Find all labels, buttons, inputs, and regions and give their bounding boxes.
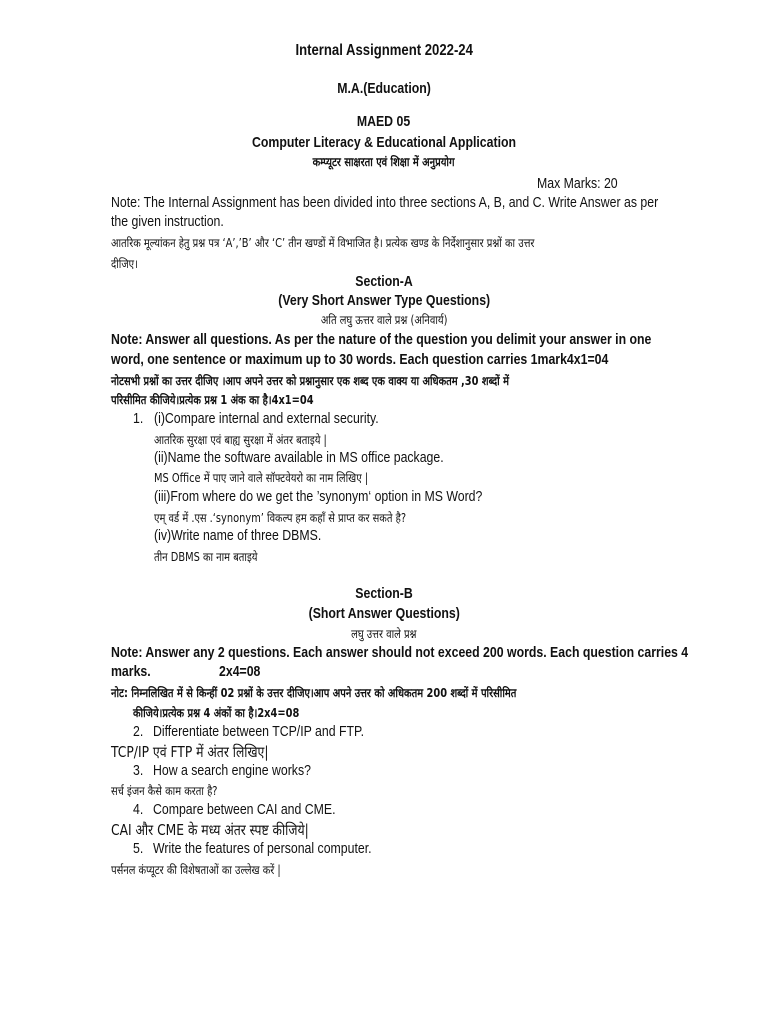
page-title: Internal Assignment 2022-24: [295, 42, 473, 59]
section-b-title: Section-B: [355, 585, 413, 602]
section-b-note-line-1: Note: Answer any 2 questions. Each answer should not exceed 200 words. Each question carries 4: [111, 644, 689, 661]
section-b-subtitle: (Short Answer Questions): [308, 605, 460, 622]
note-hindi-line-2: दीजिए।: [111, 257, 138, 271]
question-1-i-hindi: आतरिक सुरक्षा एवं बाह्य सुरक्षा में अंतर बताइये |: [154, 433, 327, 447]
max-marks: Max Marks: 20: [537, 175, 618, 192]
section-b-note-hindi-line-1: नोट: निम्नलिखित में से किन्हीं 02 प्रश्नों के उत्तर दीजिए।आप अपने उत्तर को अधिकतम 200 शब्दों में परिसीमित: [111, 686, 517, 700]
question-1-number: 1.: [133, 410, 144, 427]
section-a-note-hindi-line-2: परिसीमित कीजिये।प्रत्येक प्रश्न 1 अंक का है।4x1=04: [111, 393, 314, 407]
question-1-iv-hindi: तीन DBMS का नाम बताइये: [154, 550, 258, 564]
question-1-ii: (ii)Name the software available in MS office package.: [154, 449, 444, 466]
course-code: MAED 05: [357, 113, 411, 130]
question-4-hindi: CAI और CME के मध्य अंतर स्पष्ट कीजिये|: [111, 821, 309, 839]
program-name: M.A.(Education): [337, 80, 431, 97]
question-5-number: 5.: [133, 840, 144, 857]
question-3-number: 3.: [133, 762, 144, 779]
question-4-number: 4.: [133, 801, 144, 818]
section-a-note-line-1: Note: Answer all questions. As per the nature of the question you delimit your answer in one: [111, 331, 652, 348]
note-line-2: the given instruction.: [111, 213, 224, 230]
question-1-iv: (iv)Write name of three DBMS.: [154, 527, 322, 544]
note-hindi-line-1: आतरिक मूल्यांकन हेतु प्रश्न पत्र ‘A’,’B’ और ‘C’ तीन खण्डों में विभाजित है। प्रत्येक खण्ड के निर्देशानुसार प्रश्नों का उत्तर: [111, 236, 535, 250]
question-2-hindi: TCP/IP एवं FTP में अंतर लिखिए|: [111, 743, 269, 761]
question-1-ii-hindi: MS Office में पाए जाने वाले सॉफ्टवेयरो का नाम लिखिए |: [154, 471, 369, 485]
question-2-number: 2.: [133, 723, 144, 740]
section-a-subtitle: (Very Short Answer Type Questions): [278, 292, 490, 309]
section-b-note-hindi-line-2: कीजिये।प्रत्येक प्रश्न 4 अंकों का है।2x4=08: [133, 706, 300, 720]
section-b-subtitle-hindi: लघु उत्तर वाले प्रश्न: [351, 627, 417, 641]
question-2-text: Differentiate between TCP/IP and FTP.: [153, 723, 365, 740]
section-a-subtitle-hindi: अति लघु ऊत्तर वाले प्रश्न (अनिवार्य): [320, 313, 448, 327]
section-a-note-hindi-line-1: नोटसभी प्रश्नों का उत्तर दीजिए ।आप अपने उत्तर को प्रश्नानुसार एक शब्द एक वाक्य या अधिकतम ,30 शब्दों में: [111, 374, 509, 388]
section-a-note-line-2: word, one sentence or maximum up to 30 words. Each question carries 1mark4x1=04: [111, 351, 609, 368]
question-5-text: Write the features of personal computer.: [153, 840, 372, 857]
question-3-text: How a search engine works?: [153, 762, 311, 779]
question-3-hindi: सर्च इंजन कैसे काम करता है?: [111, 784, 218, 798]
note-line-1: Note: The Internal Assignment has been divided into three sections A, B, and C. Write Answer as per: [111, 194, 659, 211]
question-1-i: (i)Compare internal and external security.: [154, 410, 379, 427]
question-1-iii: (iii)From where do we get the ’synonym‘ option in MS Word?: [154, 488, 483, 505]
section-b-note-line-2: marks. 2x4=08: [111, 663, 261, 680]
question-5-hindi: पर्सनल कंप्यूटर की विशेषताओं का उल्लेख करें |: [111, 863, 281, 877]
question-1-iii-hindi: एम् वर्ड में .एस .‘synonym’ विकल्प हम कहाँ से प्राप्त कर सकते है?: [154, 511, 407, 525]
course-name-hindi: कम्प्यूटर साक्षरता एवं शिक्षा में अनुप्रयोग: [313, 155, 455, 169]
question-4-text: Compare between CAI and CME.: [153, 801, 336, 818]
course-name: Computer Literacy & Educational Application: [251, 134, 517, 151]
section-a-title: Section-A: [355, 273, 413, 290]
